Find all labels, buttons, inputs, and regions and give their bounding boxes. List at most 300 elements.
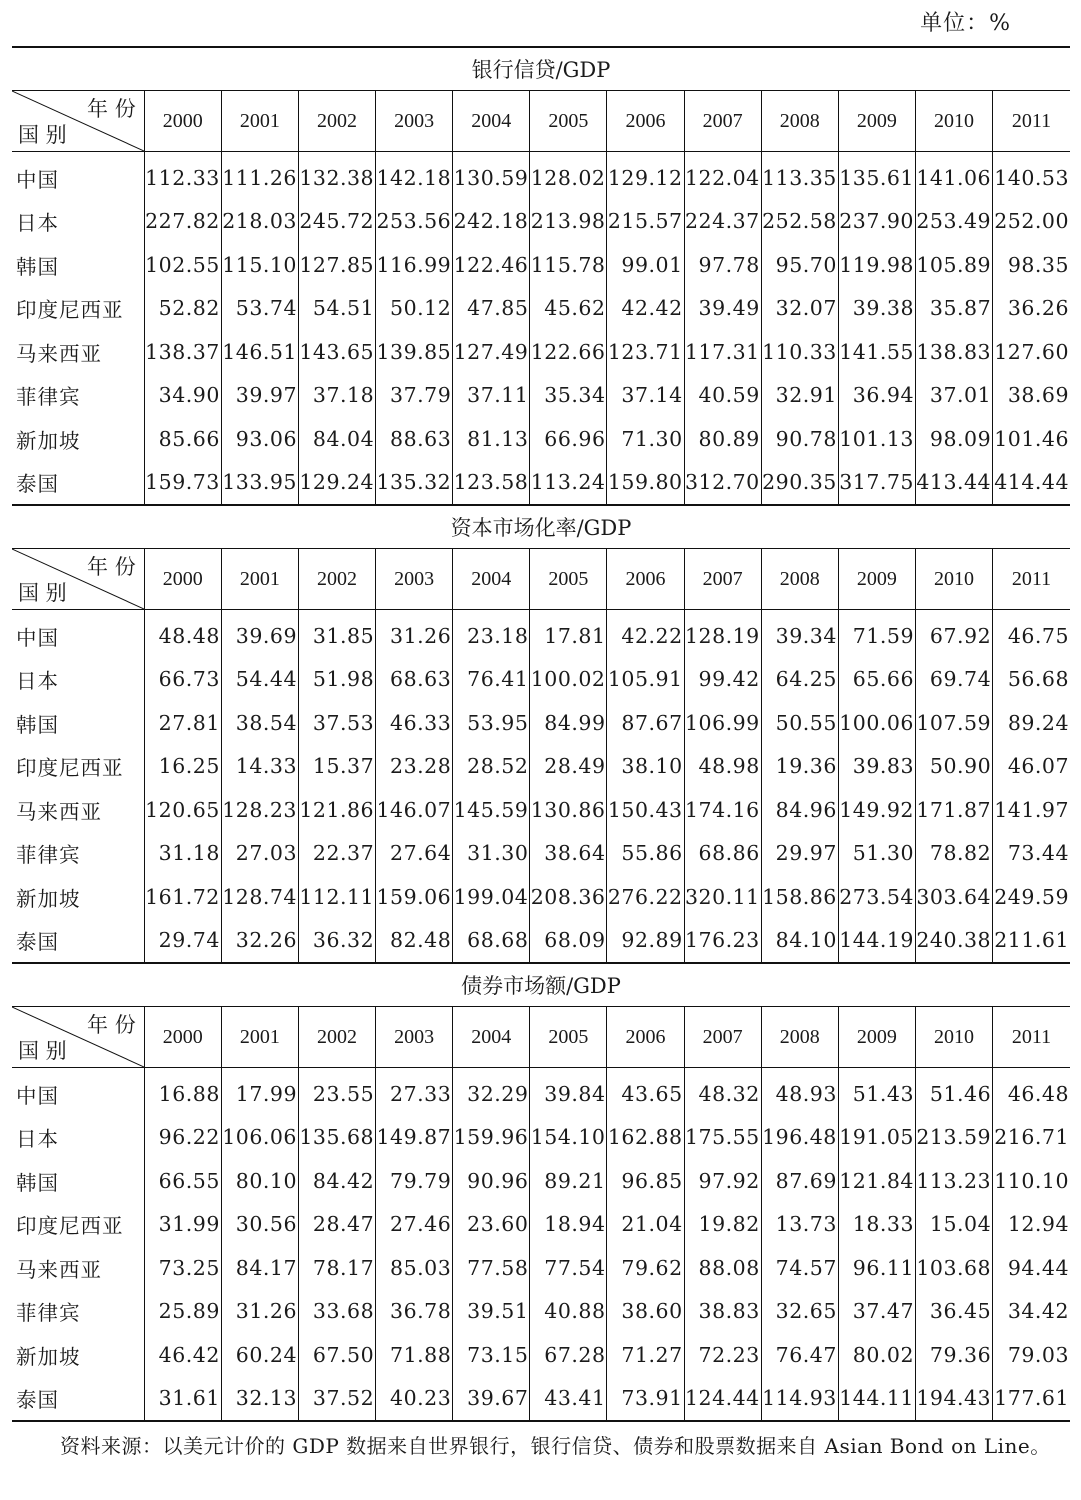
corner-country-label: 国 别 — [18, 1039, 67, 1063]
value-cell: 31.26 — [376, 610, 453, 658]
value-cell: 85.66 — [144, 417, 221, 461]
value-cell: 84.10 — [761, 919, 838, 964]
value-cell: 97.92 — [684, 1159, 761, 1203]
value-cell: 68.68 — [453, 919, 530, 964]
section-title: 银行信贷/GDP — [12, 47, 1070, 91]
value-cell: 149.92 — [838, 788, 915, 832]
year-header-2008: 2008 — [761, 1007, 838, 1068]
value-cell: 122.46 — [453, 243, 530, 287]
value-cell: 161.72 — [144, 875, 221, 919]
value-cell: 42.42 — [607, 287, 684, 331]
country-cell: 韩国 — [16, 254, 59, 279]
value-cell: 38.60 — [607, 1290, 684, 1334]
value-cell: 50.90 — [915, 745, 992, 789]
value-cell: 40.59 — [684, 374, 761, 418]
year-header-2008: 2008 — [761, 91, 838, 152]
value-cell: 101.13 — [838, 417, 915, 461]
value-cell: 19.82 — [684, 1203, 761, 1247]
year-header-2003: 2003 — [376, 1007, 453, 1068]
value-cell: 159.73 — [144, 461, 221, 506]
value-cell: 34.42 — [993, 1290, 1070, 1334]
country-cell: 马来西亚 — [16, 799, 102, 824]
value-cell: 127.60 — [993, 330, 1070, 374]
value-cell: 14.33 — [221, 745, 298, 789]
year-header-2001: 2001 — [221, 91, 298, 152]
value-cell: 121.86 — [298, 788, 375, 832]
value-cell: 101.46 — [993, 417, 1070, 461]
table-row — [12, 1290, 1070, 1334]
value-cell: 159.06 — [376, 875, 453, 919]
value-cell: 71.30 — [607, 417, 684, 461]
value-cell: 27.03 — [221, 832, 298, 876]
value-cell: 142.18 — [376, 152, 453, 200]
value-cell: 252.58 — [761, 200, 838, 244]
value-cell: 64.25 — [761, 658, 838, 702]
value-cell: 159.96 — [453, 1116, 530, 1160]
value-cell: 32.07 — [761, 287, 838, 331]
year-header-2003: 2003 — [376, 91, 453, 152]
country-cell: 日本 — [16, 669, 59, 694]
year-header-2002: 2002 — [298, 1007, 375, 1068]
value-cell: 67.28 — [530, 1333, 607, 1377]
value-cell: 51.30 — [838, 832, 915, 876]
value-cell: 48.32 — [684, 1068, 761, 1116]
value-cell: 74.57 — [761, 1246, 838, 1290]
value-cell: 21.04 — [607, 1203, 684, 1247]
value-cell: 12.94 — [993, 1203, 1070, 1247]
year-header-2010: 2010 — [915, 91, 992, 152]
value-cell: 68.09 — [530, 919, 607, 964]
year-header-2007: 2007 — [684, 549, 761, 610]
value-cell: 111.26 — [221, 152, 298, 200]
value-cell: 32.91 — [761, 374, 838, 418]
value-cell: 39.38 — [838, 287, 915, 331]
table-row — [12, 330, 1070, 374]
value-cell: 112.33 — [144, 152, 221, 200]
value-cell: 320.11 — [684, 875, 761, 919]
value-cell: 82.48 — [376, 919, 453, 964]
value-cell: 48.93 — [761, 1068, 838, 1116]
year-header-2003: 2003 — [376, 549, 453, 610]
year-header-2009: 2009 — [838, 549, 915, 610]
value-cell: 54.51 — [298, 287, 375, 331]
value-cell: 46.75 — [993, 610, 1070, 658]
value-cell: 35.34 — [530, 374, 607, 418]
value-cell: 122.66 — [530, 330, 607, 374]
value-cell: 213.98 — [530, 200, 607, 244]
year-header-row — [12, 1007, 1070, 1068]
value-cell: 71.27 — [607, 1333, 684, 1377]
value-cell: 39.83 — [838, 745, 915, 789]
value-cell: 312.70 — [684, 461, 761, 506]
value-cell: 93.06 — [221, 417, 298, 461]
value-cell: 171.87 — [915, 788, 992, 832]
value-cell: 175.55 — [684, 1116, 761, 1160]
value-cell: 90.78 — [761, 417, 838, 461]
country-cell: 印度尼西亚 — [16, 756, 124, 781]
country-cell: 菲律宾 — [16, 843, 81, 868]
value-cell: 23.28 — [376, 745, 453, 789]
value-cell: 253.56 — [376, 200, 453, 244]
value-cell: 162.88 — [607, 1116, 684, 1160]
value-cell: 80.89 — [684, 417, 761, 461]
value-cell: 90.96 — [453, 1159, 530, 1203]
year-header-2011: 2011 — [993, 91, 1070, 152]
value-cell: 37.01 — [915, 374, 992, 418]
country-cell: 中国 — [16, 1083, 59, 1108]
value-cell: 39.69 — [221, 610, 298, 658]
value-cell: 18.94 — [530, 1203, 607, 1247]
value-cell: 52.82 — [144, 287, 221, 331]
value-cell: 77.58 — [453, 1246, 530, 1290]
value-cell: 215.57 — [607, 200, 684, 244]
value-cell: 67.92 — [915, 610, 992, 658]
value-cell: 81.13 — [453, 417, 530, 461]
tables-container — [12, 46, 1070, 1422]
value-cell: 35.87 — [915, 287, 992, 331]
section-title: 债券市场额/GDP — [12, 963, 1070, 1007]
value-cell: 144.11 — [838, 1377, 915, 1422]
value-cell: 17.81 — [530, 610, 607, 658]
value-cell: 194.43 — [915, 1377, 992, 1422]
value-cell: 92.89 — [607, 919, 684, 964]
value-cell: 66.73 — [144, 658, 221, 702]
value-cell: 213.59 — [915, 1116, 992, 1160]
country-cell: 新加坡 — [16, 428, 81, 453]
unit-label: 单位：% — [920, 11, 1011, 36]
value-cell: 67.50 — [298, 1333, 375, 1377]
value-cell: 130.86 — [530, 788, 607, 832]
value-cell: 76.41 — [453, 658, 530, 702]
value-cell: 68.86 — [684, 832, 761, 876]
country-cell: 中国 — [16, 167, 59, 192]
year-header-2000: 2000 — [144, 1007, 221, 1068]
country-cell: 韩国 — [16, 712, 59, 737]
year-header-2004: 2004 — [453, 91, 530, 152]
data-table — [12, 46, 1070, 1422]
value-cell: 39.51 — [453, 1290, 530, 1334]
value-cell: 37.52 — [298, 1377, 375, 1422]
value-cell: 154.10 — [530, 1116, 607, 1160]
value-cell: 113.35 — [761, 152, 838, 200]
value-cell: 37.79 — [376, 374, 453, 418]
corner-header — [12, 91, 144, 152]
value-cell: 227.82 — [144, 200, 221, 244]
value-cell: 87.67 — [607, 701, 684, 745]
value-cell: 27.81 — [144, 701, 221, 745]
value-cell: 51.98 — [298, 658, 375, 702]
value-cell: 132.38 — [298, 152, 375, 200]
value-cell: 128.23 — [221, 788, 298, 832]
value-cell: 45.62 — [530, 287, 607, 331]
value-cell: 53.95 — [453, 701, 530, 745]
value-cell: 39.97 — [221, 374, 298, 418]
year-header-2002: 2002 — [298, 549, 375, 610]
year-header-2000: 2000 — [144, 91, 221, 152]
value-cell: 73.25 — [144, 1246, 221, 1290]
value-cell: 13.73 — [761, 1203, 838, 1247]
section-title-row — [12, 47, 1070, 91]
value-cell: 80.10 — [221, 1159, 298, 1203]
table-row — [12, 461, 1070, 506]
table-row — [12, 1333, 1070, 1377]
year-header-2006: 2006 — [607, 91, 684, 152]
value-cell: 77.54 — [530, 1246, 607, 1290]
value-cell: 94.44 — [993, 1246, 1070, 1290]
value-cell: 36.94 — [838, 374, 915, 418]
value-cell: 40.23 — [376, 1377, 453, 1422]
value-cell: 88.08 — [684, 1246, 761, 1290]
value-cell: 40.88 — [530, 1290, 607, 1334]
value-cell: 71.59 — [838, 610, 915, 658]
value-cell: 28.49 — [530, 745, 607, 789]
table-row — [12, 701, 1070, 745]
value-cell: 149.87 — [376, 1116, 453, 1160]
value-cell: 140.53 — [993, 152, 1070, 200]
value-cell: 97.78 — [684, 243, 761, 287]
value-cell: 216.71 — [993, 1116, 1070, 1160]
value-cell: 141.55 — [838, 330, 915, 374]
value-cell: 100.06 — [838, 701, 915, 745]
value-cell: 66.96 — [530, 417, 607, 461]
year-header-2002: 2002 — [298, 91, 375, 152]
value-cell: 150.43 — [607, 788, 684, 832]
value-cell: 31.18 — [144, 832, 221, 876]
value-cell: 89.24 — [993, 701, 1070, 745]
value-cell: 141.06 — [915, 152, 992, 200]
value-cell: 30.56 — [221, 1203, 298, 1247]
value-cell: 123.71 — [607, 330, 684, 374]
value-cell: 122.04 — [684, 152, 761, 200]
value-cell: 85.03 — [376, 1246, 453, 1290]
value-cell: 73.44 — [993, 832, 1070, 876]
corner-country-label: 国 别 — [18, 123, 67, 147]
value-cell: 51.43 — [838, 1068, 915, 1116]
value-cell: 29.97 — [761, 832, 838, 876]
corner-header — [12, 1007, 144, 1068]
value-cell: 33.68 — [298, 1290, 375, 1334]
table-row — [12, 1203, 1070, 1247]
year-header-2001: 2001 — [221, 1007, 298, 1068]
value-cell: 135.32 — [376, 461, 453, 506]
value-cell: 218.03 — [221, 200, 298, 244]
value-cell: 249.59 — [993, 875, 1070, 919]
year-header-2006: 2006 — [607, 1007, 684, 1068]
value-cell: 32.26 — [221, 919, 298, 964]
table-row — [12, 610, 1070, 658]
value-cell: 115.78 — [530, 243, 607, 287]
value-cell: 414.44 — [993, 461, 1070, 506]
value-cell: 29.74 — [144, 919, 221, 964]
table-row — [12, 200, 1070, 244]
value-cell: 38.64 — [530, 832, 607, 876]
year-header-2007: 2007 — [684, 1007, 761, 1068]
year-header-2001: 2001 — [221, 549, 298, 610]
value-cell: 78.17 — [298, 1246, 375, 1290]
value-cell: 107.59 — [915, 701, 992, 745]
value-cell: 84.99 — [530, 701, 607, 745]
value-cell: 237.90 — [838, 200, 915, 244]
value-cell: 84.42 — [298, 1159, 375, 1203]
value-cell: 276.22 — [607, 875, 684, 919]
value-cell: 31.30 — [453, 832, 530, 876]
value-cell: 37.53 — [298, 701, 375, 745]
value-cell: 113.23 — [915, 1159, 992, 1203]
value-cell: 38.54 — [221, 701, 298, 745]
value-cell: 39.49 — [684, 287, 761, 331]
value-cell: 37.14 — [607, 374, 684, 418]
value-cell: 158.86 — [761, 875, 838, 919]
value-cell: 37.47 — [838, 1290, 915, 1334]
corner-year-label: 年 份 — [87, 97, 136, 121]
value-cell: 38.10 — [607, 745, 684, 789]
value-cell: 99.42 — [684, 658, 761, 702]
value-cell: 413.44 — [915, 461, 992, 506]
country-cell: 韩国 — [16, 1170, 59, 1195]
year-header-2011: 2011 — [993, 1007, 1070, 1068]
value-cell: 88.63 — [376, 417, 453, 461]
table-row — [12, 243, 1070, 287]
value-cell: 102.55 — [144, 243, 221, 287]
value-cell: 99.01 — [607, 243, 684, 287]
table-row — [12, 788, 1070, 832]
value-cell: 128.74 — [221, 875, 298, 919]
year-header-row — [12, 549, 1070, 610]
value-cell: 146.07 — [376, 788, 453, 832]
value-cell: 50.55 — [761, 701, 838, 745]
value-cell: 139.85 — [376, 330, 453, 374]
value-cell: 47.85 — [453, 287, 530, 331]
value-cell: 79.79 — [376, 1159, 453, 1203]
value-cell: 245.72 — [298, 200, 375, 244]
table-row — [12, 287, 1070, 331]
value-cell: 141.97 — [993, 788, 1070, 832]
country-cell: 菲律宾 — [16, 1301, 81, 1326]
value-cell: 100.02 — [530, 658, 607, 702]
value-cell: 23.55 — [298, 1068, 375, 1116]
value-cell: 28.52 — [453, 745, 530, 789]
table-row — [12, 417, 1070, 461]
value-cell: 36.32 — [298, 919, 375, 964]
value-cell: 19.36 — [761, 745, 838, 789]
value-cell: 38.83 — [684, 1290, 761, 1334]
value-cell: 128.19 — [684, 610, 761, 658]
table-row — [12, 1159, 1070, 1203]
year-header-2010: 2010 — [915, 549, 992, 610]
value-cell: 37.18 — [298, 374, 375, 418]
year-header-2004: 2004 — [453, 549, 530, 610]
value-cell: 127.85 — [298, 243, 375, 287]
value-cell: 32.29 — [453, 1068, 530, 1116]
value-cell: 16.88 — [144, 1068, 221, 1116]
value-cell: 196.48 — [761, 1116, 838, 1160]
value-cell: 89.21 — [530, 1159, 607, 1203]
year-header-2008: 2008 — [761, 549, 838, 610]
value-cell: 68.63 — [376, 658, 453, 702]
value-cell: 43.41 — [530, 1377, 607, 1422]
value-cell: 133.95 — [221, 461, 298, 506]
year-header-2000: 2000 — [144, 549, 221, 610]
year-header-2007: 2007 — [684, 91, 761, 152]
value-cell: 98.09 — [915, 417, 992, 461]
country-cell: 马来西亚 — [16, 1257, 102, 1282]
value-cell: 116.99 — [376, 243, 453, 287]
value-cell: 27.33 — [376, 1068, 453, 1116]
table-row — [12, 745, 1070, 789]
value-cell: 121.84 — [838, 1159, 915, 1203]
value-cell: 22.37 — [298, 832, 375, 876]
year-header-2010: 2010 — [915, 1007, 992, 1068]
value-cell: 65.66 — [838, 658, 915, 702]
year-header-2005: 2005 — [530, 1007, 607, 1068]
value-cell: 123.58 — [453, 461, 530, 506]
value-cell: 15.37 — [298, 745, 375, 789]
value-cell: 73.91 — [607, 1377, 684, 1422]
value-cell: 106.99 — [684, 701, 761, 745]
value-cell: 54.44 — [221, 658, 298, 702]
value-cell: 103.68 — [915, 1246, 992, 1290]
value-cell: 110.10 — [993, 1159, 1070, 1203]
section-title: 资本市场化率/GDP — [12, 505, 1070, 549]
value-cell: 303.64 — [915, 875, 992, 919]
value-cell: 23.18 — [453, 610, 530, 658]
value-cell: 31.85 — [298, 610, 375, 658]
value-cell: 84.04 — [298, 417, 375, 461]
value-cell: 34.90 — [144, 374, 221, 418]
year-header-2011: 2011 — [993, 549, 1070, 610]
value-cell: 176.23 — [684, 919, 761, 964]
value-cell: 72.23 — [684, 1333, 761, 1377]
table-row — [12, 1068, 1070, 1116]
value-cell: 37.11 — [453, 374, 530, 418]
value-cell: 242.18 — [453, 200, 530, 244]
value-cell: 78.82 — [915, 832, 992, 876]
table-row — [12, 658, 1070, 702]
value-cell: 127.49 — [453, 330, 530, 374]
value-cell: 208.36 — [530, 875, 607, 919]
value-cell: 174.16 — [684, 788, 761, 832]
value-cell: 51.46 — [915, 1068, 992, 1116]
country-cell: 菲律宾 — [16, 385, 81, 410]
value-cell: 84.17 — [221, 1246, 298, 1290]
year-header-2004: 2004 — [453, 1007, 530, 1068]
table-row — [12, 152, 1070, 200]
value-cell: 27.64 — [376, 832, 453, 876]
year-header-row — [12, 91, 1070, 152]
value-cell: 144.19 — [838, 919, 915, 964]
value-cell: 73.15 — [453, 1333, 530, 1377]
year-header-2005: 2005 — [530, 91, 607, 152]
value-cell: 240.38 — [915, 919, 992, 964]
year-header-2005: 2005 — [530, 549, 607, 610]
value-cell: 53.74 — [221, 287, 298, 331]
value-cell: 98.35 — [993, 243, 1070, 287]
value-cell: 273.54 — [838, 875, 915, 919]
value-cell: 115.10 — [221, 243, 298, 287]
value-cell: 96.11 — [838, 1246, 915, 1290]
table-body — [12, 47, 1070, 1421]
table-row — [12, 919, 1070, 964]
value-cell: 117.31 — [684, 330, 761, 374]
value-cell: 76.47 — [761, 1333, 838, 1377]
value-cell: 119.98 — [838, 243, 915, 287]
country-cell: 泰国 — [16, 930, 59, 955]
value-cell: 138.83 — [915, 330, 992, 374]
country-cell: 中国 — [16, 625, 59, 650]
value-cell: 95.70 — [761, 243, 838, 287]
source-note: 资料来源：以美元计价的 GDP 数据来自世界银行，银行信贷、债券和股票数据来自 Asian Bond on Line。 — [60, 1434, 1051, 1458]
value-cell: 145.59 — [453, 788, 530, 832]
